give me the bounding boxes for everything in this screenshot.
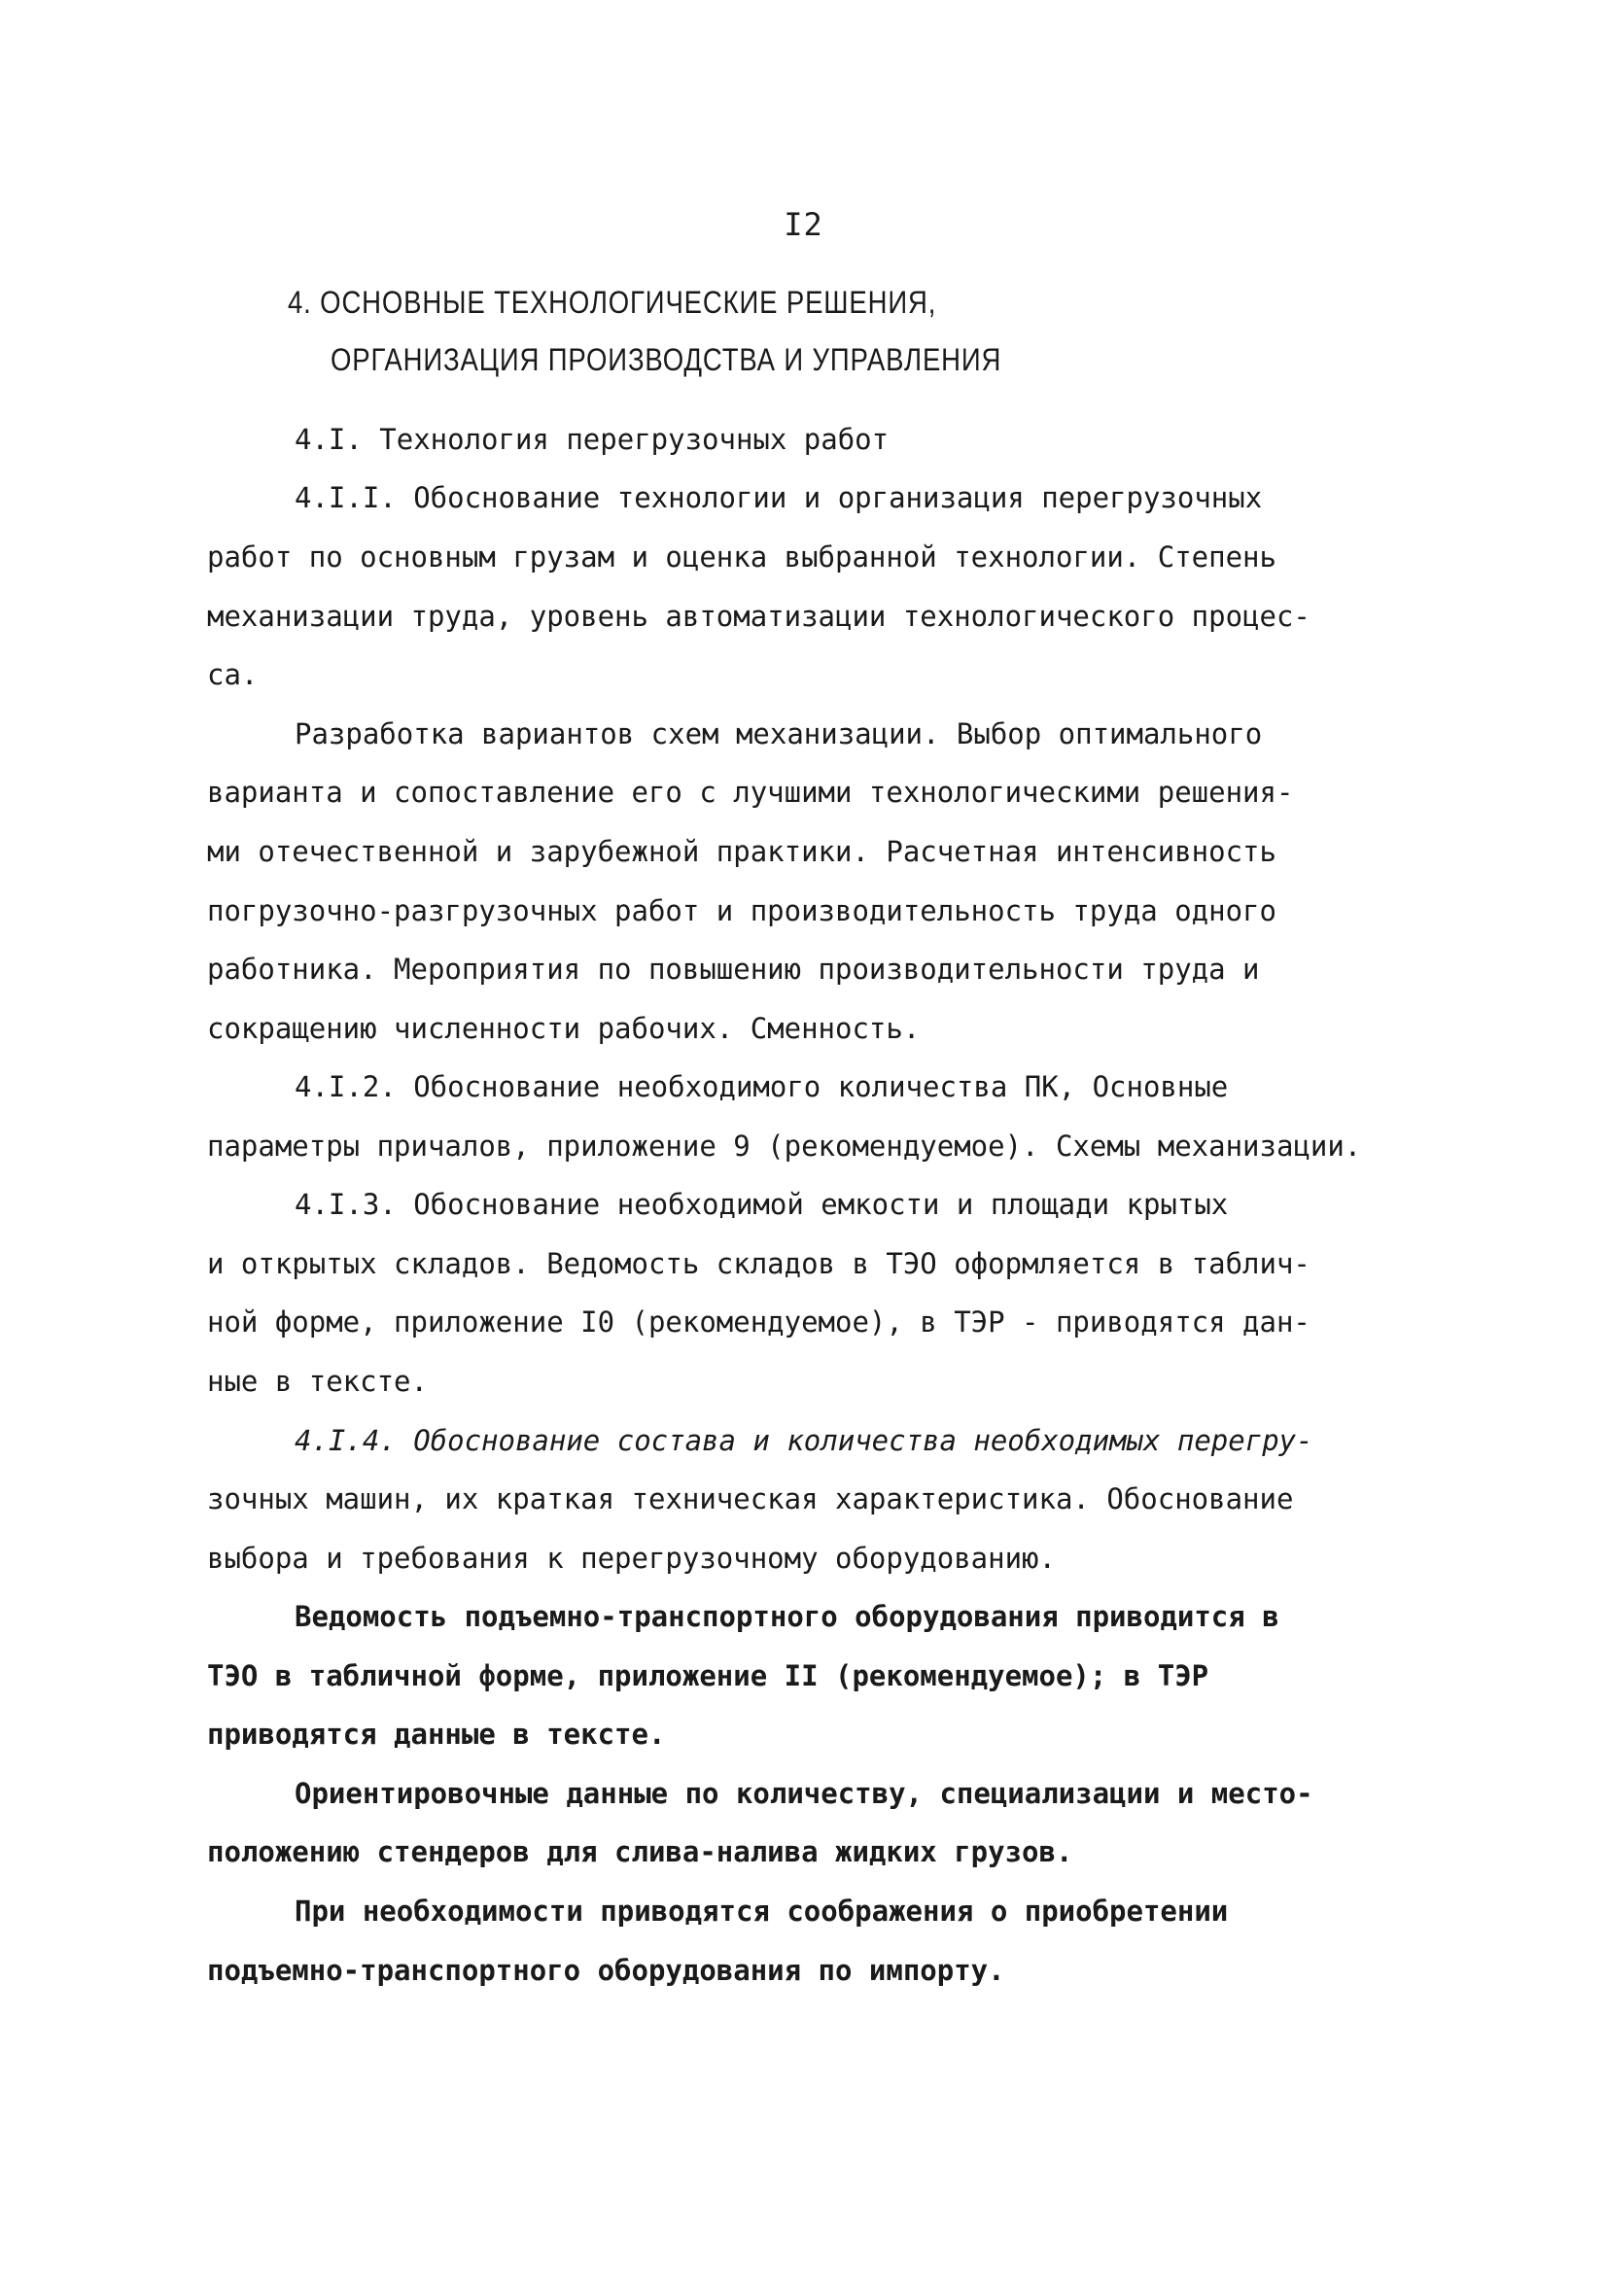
paragraph-line: Ориентировочные данные по количеству, специализации и место- [295,1777,1313,1810]
section-heading-line-2: ОРГАНИЗАЦИЯ ПРОИЗВОДСТВА И УПРАВЛЕНИЯ [331,342,1002,377]
paragraph-line: ные в тексте. [207,1365,428,1398]
paragraph-line: работника. Мероприятия по повышению производительности труда и [207,953,1260,986]
paragraph-line: При необходимости приводятся соображения о приобретении [295,1895,1229,1928]
paragraph-line: Ведомость подъемно-транспортного оборудования приводится в [295,1600,1279,1633]
paragraph-line: ми отечественной и зарубежной практики. Расчетная интенсивность [207,835,1276,868]
paragraph-line: погрузочно-разгрузочных работ и производительность труда одного [207,894,1276,927]
paragraph-line: са. [207,658,259,691]
paragraph-line: ТЭО в табличной форме, приложение II (рекомендуемое); в ТЭР [207,1659,1209,1692]
paragraph-line: ной форме, приложение I0 (рекомендуемое), в ТЭР - приводятся дан- [207,1305,1310,1339]
paragraph-line: параметры причалов, приложение 9 (рекомендуемое). Схемы механизации. [207,1130,1362,1163]
paragraph-line: положению стендеров для слива-налива жидких грузов. [207,1835,1073,1868]
paragraph-line: зочных машин, их краткая техническая характеристика. Обоснование [207,1482,1294,1515]
section-heading-line-1: 4. ОСНОВНЫЕ ТЕХНОЛОГИЧЕСКИЕ РЕШЕНИЯ, [288,285,937,320]
paragraph-line: работ по основным грузам и оценка выбранной технологии. Степень [207,540,1276,574]
paragraph-line: 4.I.I. Обоснование технологии и организация перегрузочных [295,481,1263,514]
paragraph-line: приводятся данные в тексте. [207,1718,666,1751]
paragraph-line: сокращению численности рабочих. Сменность. [207,1012,921,1045]
paragraph-line: и открытых складов. Ведомость складов в ТЭО оформляется в таблич- [207,1247,1310,1280]
paragraph-line: механизации труда, уровень автоматизации технологического процес- [207,600,1310,633]
paragraph-line: варианта и сопоставление его с лучшими технологическими решения- [207,776,1294,809]
subsection-title: 4.I. Технология перегрузочных работ [295,423,890,456]
paragraph-line: 4.I.4. Обоснование состава и количества необходимых перегру- [295,1424,1313,1457]
page-number: I2 [784,206,823,243]
paragraph-line: Разработка вариантов схем механизации. Выбор оптимального [295,717,1263,750]
paragraph-line: 4.I.3. Обоснование необходимой емкости и площади крытых [295,1188,1229,1221]
paragraph-line: выбора и требования к перегрузочному оборудованию. [207,1542,1056,1575]
paragraph-line: 4.I.2. Обоснование необходимого количества ПК, Основные [295,1070,1229,1103]
paragraph-line: подъемно-транспортного оборудования по импорту. [207,1954,1005,1987]
